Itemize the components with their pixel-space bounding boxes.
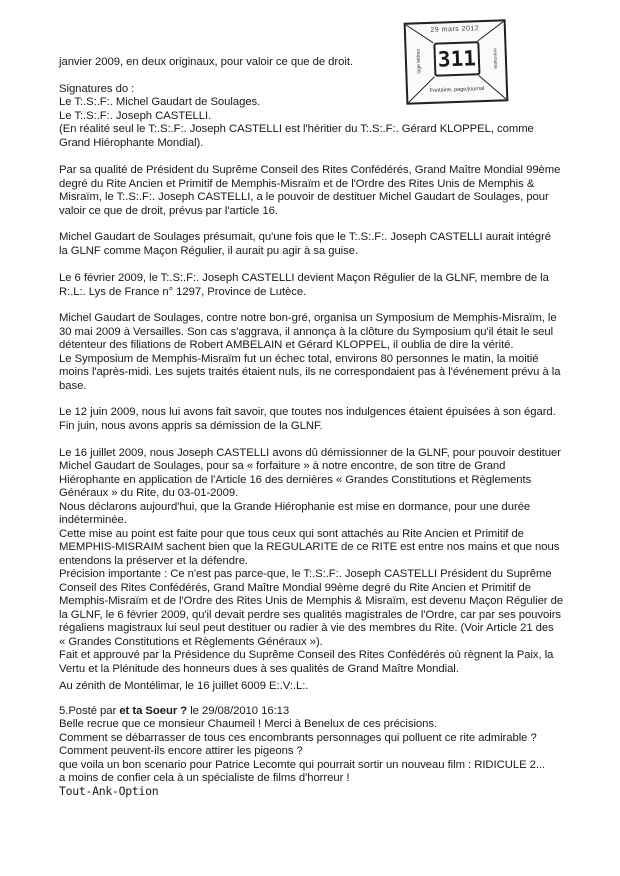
text-line: Hiérophante en application de l'Article 16 des dernières « Grandes Constitutions et Règlements bbox=[59, 474, 532, 486]
text-line: janvier 2009, en deux originaux, pour valoir ce que de droit. bbox=[59, 56, 353, 68]
text-line: Michel Gaudart de Soulages, pour sa « forfaiture » à notre encontre, de son titre de Grand bbox=[59, 460, 506, 472]
text-line: Vertu et la Plénitude des honneurs dues à ses qualités de Grand Maître Mondial. bbox=[59, 663, 459, 675]
text-line: Par sa qualité de Président du Suprême Conseil des Rites Confédérés, Grand Maître Mondial 99ème bbox=[59, 164, 561, 176]
text-line: Cette mise au point est faite pour que tous ceux qui sont attachés au Rite Ancien et Primitif de bbox=[59, 528, 524, 540]
comment-header bbox=[59, 705, 606, 718]
text-line: Le T:.S:.F:. Joseph CASTELLI. bbox=[59, 110, 212, 122]
text-line: Memphis-Misraïm et de l'Ordre des Rites Unis de Memphis & Misraïm, est devenu Maçon Régulier de bbox=[59, 595, 564, 607]
comment-line: a moins de confier cela à un spécialiste de films d'horreur ! bbox=[59, 772, 350, 784]
stamp-date: 29 mars 2012 bbox=[430, 25, 480, 34]
comment-number-label: 5.Posté par bbox=[59, 705, 117, 717]
text-line: R:.L:. Lys de France n° 1297, Province de Lutèce. bbox=[59, 286, 307, 298]
comment-line: Comment se débarrasser de tous ces encombrants personnages qui polluent ce rite admirable ? bbox=[59, 732, 537, 744]
text-line: valoir ce que de droit, prévus par l'article 16. bbox=[59, 205, 278, 217]
text-line: indéterminée. bbox=[59, 514, 127, 526]
comment-date: le 29/08/2010 16:13 bbox=[190, 705, 290, 717]
text-line: « Grandes Constitutions et Règlements Généraux »). bbox=[59, 636, 323, 648]
comment-line: que voila un bon scenario pour Patrice Lecomte qui pourrait sortir un nouveau film : RIDICULE 2... bbox=[59, 759, 546, 771]
text-line: Nous déclarons aujourd'hui, que la Grande Hiérophanie est mise en dormance, pour une durée bbox=[59, 501, 531, 513]
text-line: Michel Gaudart de Soulages, contre notre bon-gré, organisa un Symposium de Memphis-Misraïm, le bbox=[59, 312, 557, 324]
text-line: Précision importante : Ce n'est pas parce-que, le T:.S:.F:. Joseph CASTELLI Président du Suprême bbox=[59, 568, 552, 580]
text-line: Grand Hiérophante Mondial). bbox=[59, 137, 204, 149]
text-line: Fin juin, nous avons appris sa démission de la GLNF. bbox=[59, 420, 323, 432]
text-line: la GLNF comme Maçon Régulier, il aurait pu agir à sa guise. bbox=[59, 245, 359, 257]
text-line: Le 6 février 2009, le T:.S:.F:. Joseph CASTELLI devient Maçon Régulier de la GLNF, membre de la bbox=[59, 272, 549, 284]
text-line: entendons la préserver et la défendre. bbox=[59, 555, 249, 567]
text-line: moins l'après-midi. Les sujets traités étaient nuls, ils ne correspondaient pas à l'événement prévu à la bbox=[59, 366, 561, 378]
text-line: Signatures do : bbox=[59, 83, 135, 95]
stamp-number: 311 bbox=[433, 41, 480, 77]
text-line: Le Symposium de Memphis-Misraïm fut un échec total, environs 80 personnes le matin, la moitié bbox=[59, 353, 539, 365]
stamp-side-right: mnimoire bbox=[491, 48, 499, 70]
text-line: Le 16 juillet 2009, nous Joseph CASTELLI avons dû démissionner de la GLNF, pour pouvoir destituer bbox=[59, 447, 561, 459]
text-line: la GLNF, le 6 février 2009, qu'il devait perdre ses qualités magistrales de l'Ordre, car par ses pouvoirs bbox=[59, 609, 562, 621]
text-line: Fait et approuvé par la Présidence du Suprême Conseil des Rites Confédérés où règnent la Paix, la bbox=[59, 649, 554, 661]
text-line: (En réalité seul le T:.S:.F:. Joseph CASTELLI est l'héritier du T:.S:.F:. Gérard KLOPPEL, comme bbox=[59, 123, 534, 135]
text-line: Au zénith de Montélimar, le 16 juillet 6009 E:.V:.L:. bbox=[59, 680, 309, 692]
text-line: Généraux » du Rite, du 03-01-2009. bbox=[59, 487, 239, 499]
text-line: Michel Gaudart de Soulages présumait, qu'une fois que le T:.S:.F:. Joseph CASTELLI aurait intégré bbox=[59, 231, 551, 243]
text-line: Conseil des Rites Confédérés, Grand Maître Mondial 99ème degré du Rite Ancien et Primitif de bbox=[59, 582, 531, 594]
text-line: degré du Rite Ancien et Primitif de Memphis-Misraïm et de l'Ordre des Rites Unis de Memphis & bbox=[59, 178, 535, 190]
text-line: régaliens magistraux lui seul peut destituer ou radier à vie des membres du Rite. (Voir Article 21 des bbox=[59, 622, 554, 634]
text-line: MEMPHIS-MISRAIM sachent bien que la REGULARITE de ce RITE est entre nos mains et que nous bbox=[59, 541, 560, 553]
stamp-footer: Fontaine, page/journal bbox=[429, 86, 485, 94]
stamp-side-left: loge lettres bbox=[415, 48, 423, 74]
comment-line: Comment peuvent-ils encore attirer les pigeons ? bbox=[59, 745, 303, 757]
comment-line: Belle recrue que ce monsieur Chaumeil ! Merci à Benelux de ces précisions. bbox=[59, 718, 438, 730]
text-line: détenteur des filiations de Robert AMBELAIN et Gérard KLOPPEL, il oublia de dire la vérité. bbox=[59, 339, 514, 351]
comment-signature: Tout-Ank-Option bbox=[59, 784, 159, 798]
text-line: 30 mai 2009 à Versailles. Son cas s'aggrava, il annonça à la clôture du Symposium qu'il était le seul bbox=[59, 326, 554, 338]
text-line: Misraïm, le T:.S:.F:. Joseph CASTELLI, a le pouvoir de destituer Michel Gaudart de Soulages, pour bbox=[59, 191, 549, 203]
comment-author: et ta Soeur ? bbox=[119, 705, 188, 717]
text-line: base. bbox=[59, 380, 87, 392]
text-line: Le T:.S:.F:. Michel Gaudart de Soulages. bbox=[59, 96, 261, 108]
text-line: Le 12 juin 2009, nous lui avons fait savoir, que toutes nos indulgences étaient épuisées à son égard. bbox=[59, 406, 556, 418]
